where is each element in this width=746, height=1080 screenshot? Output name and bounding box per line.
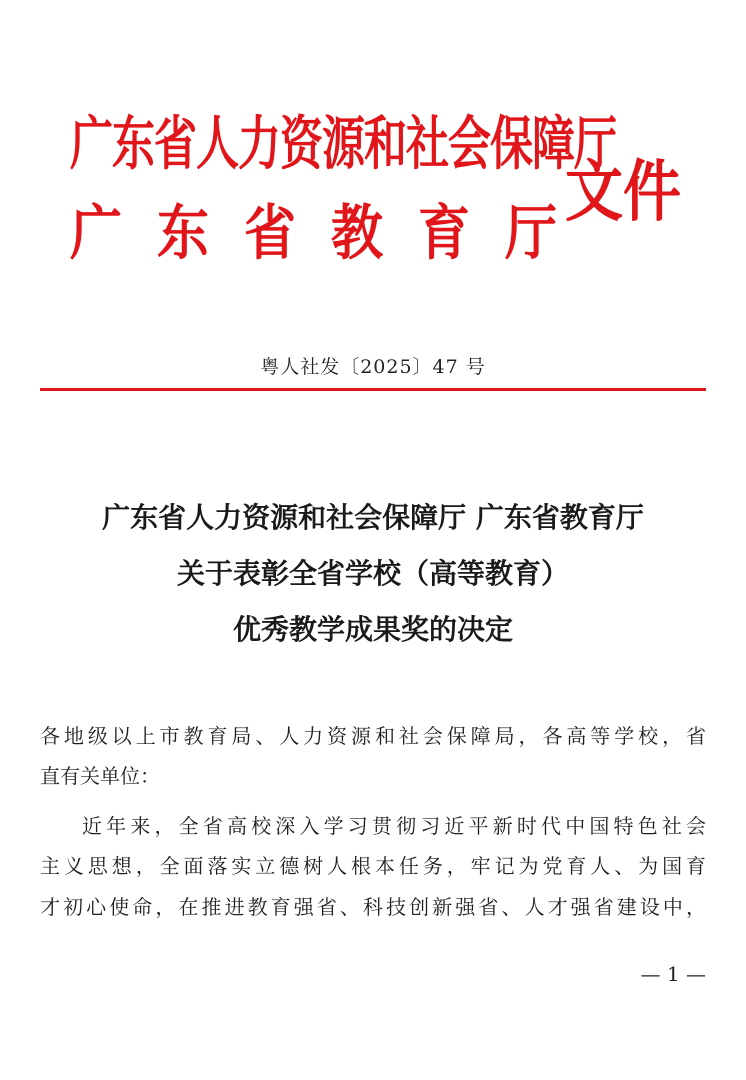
- title-line-issuers: 广东省人力资源和社会保障厅 广东省教育厅: [102, 501, 644, 534]
- paragraph-line-1: 近年来，全省高校深入学习贯彻习近平新时代中国特色社会: [82, 814, 706, 838]
- paragraph-line-3: 才初心使命，在推进教育强省、科技创新强省、人才强省建设中，: [40, 895, 706, 919]
- addressee-line-2: 直有关单位：: [40, 764, 160, 788]
- red-divider: [40, 388, 706, 391]
- issuer-name-hrss: 广东省人力资源和社会保障厅: [70, 110, 616, 179]
- paragraph-line-2: 主义思想，全面落实立德树人根本任务，牢记为党育人、为国育: [40, 854, 706, 878]
- document-number: 粤人社发〔2025〕47 号: [260, 356, 486, 378]
- addressee-line-1: 各地级以上市教育局、人力资源和社会保障局，各高等学校，省: [40, 724, 706, 748]
- issuer-name-education: 广东省教育厅: [70, 198, 593, 269]
- title-line-award: 优秀教学成果奖的决定: [232, 613, 513, 646]
- document-type-label: 文件: [565, 152, 682, 231]
- title-line-subject: 关于表彰全省学校（高等教育）: [176, 557, 569, 590]
- page-number: — 1 —: [640, 962, 706, 986]
